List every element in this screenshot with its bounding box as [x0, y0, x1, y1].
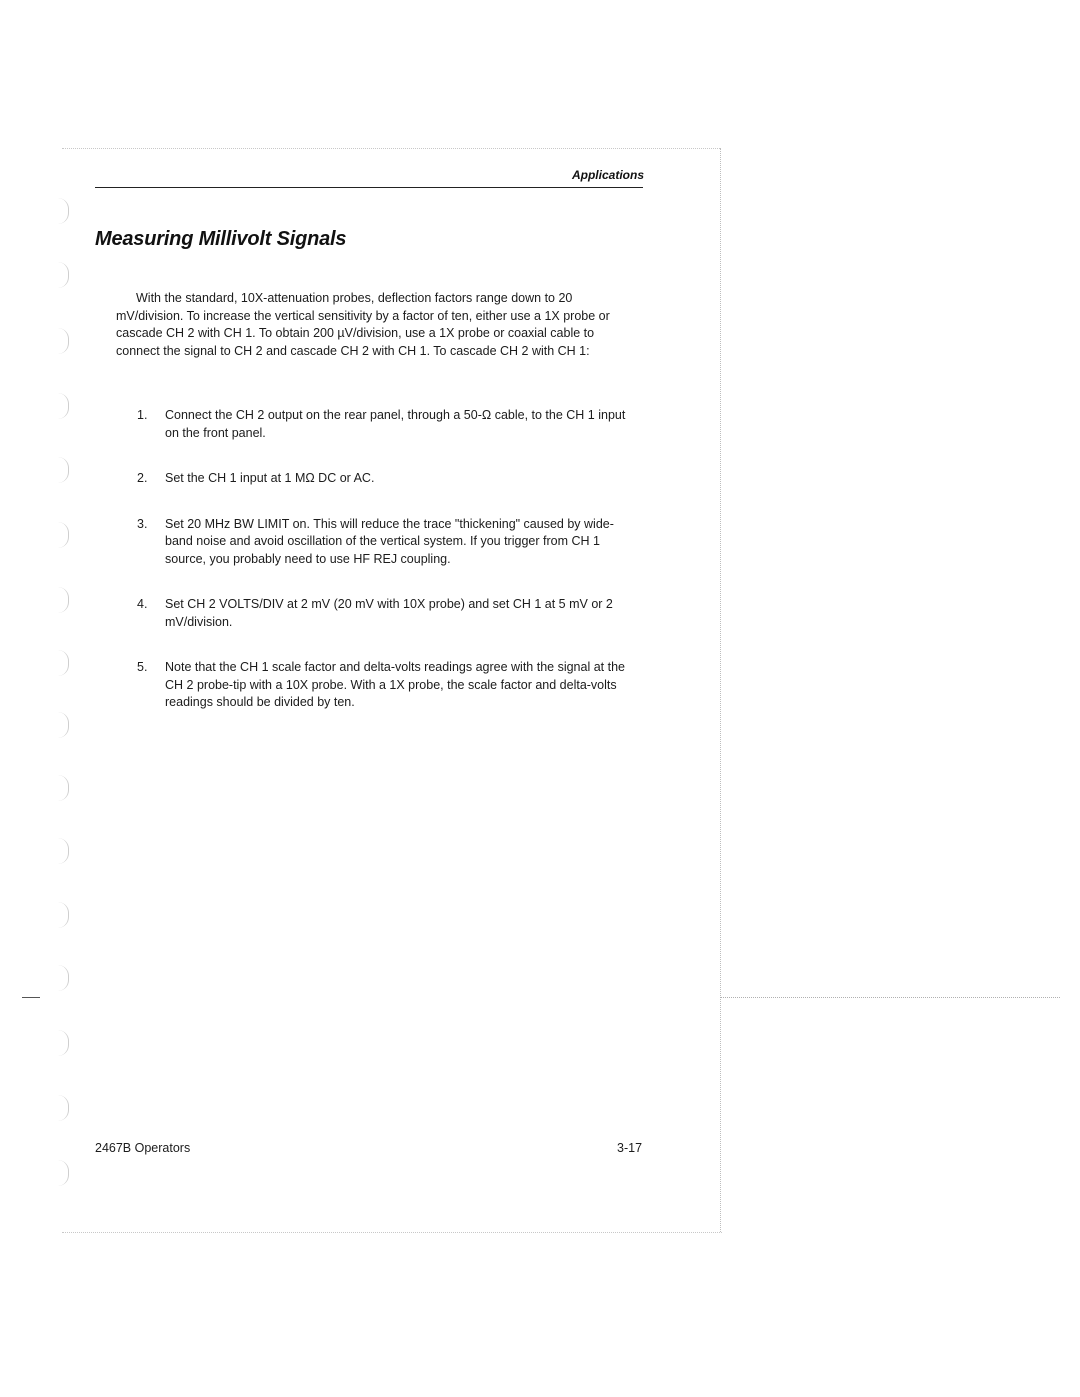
binder-hole [58, 650, 69, 676]
binder-hole [58, 262, 69, 288]
binder-hole [58, 775, 69, 801]
steps-list [137, 407, 637, 740]
binder-hole [58, 1095, 69, 1121]
manual-name: 2467B Operators [95, 1141, 191, 1155]
binder-hole [58, 328, 69, 354]
step-item [137, 407, 637, 442]
step-number: 5. [137, 660, 148, 674]
step-number: 3. [137, 516, 148, 531]
page-edge-bottom [62, 1232, 722, 1233]
step-text: Set 20 MHz BW LIMIT on. This will reduce the trace "thickening" caused by wide-band noise and avoid oscillation of the vertical system. If you trigger from CH 1 source, you probably need to use HF REJ coupling. [165, 516, 614, 566]
binder-hole [58, 838, 69, 864]
step-number: 4. [137, 597, 148, 611]
scan-line-left [22, 997, 40, 998]
page-number: 3-17 [617, 1141, 643, 1155]
binder-hole [58, 1160, 69, 1186]
binder-hole [58, 522, 69, 548]
binder-hole [58, 965, 69, 991]
binder-hole [58, 1030, 69, 1056]
step-number: 2. [137, 471, 148, 485]
section-label: Applications [571, 168, 644, 182]
page-edge-top [62, 148, 720, 149]
page-title: Measuring Millivolt Signals [95, 228, 347, 250]
binder-hole [58, 393, 69, 419]
step-text: Set CH 2 VOLTS/DIV at 2 mV (20 mV with 10X probe) and set CH 1 at 5 mV or 2 mV/division. [165, 597, 613, 629]
binder-hole [58, 587, 69, 613]
binder-hole [58, 712, 69, 738]
header-rule [95, 187, 643, 188]
step-item [137, 516, 637, 569]
binder-hole [58, 198, 69, 224]
step-text: Set the CH 1 input at 1 MΩ DC or AC. [165, 471, 375, 485]
step-item [137, 596, 637, 631]
step-number: 1. [137, 408, 148, 422]
step-text: Connect the CH 2 output on the rear panel, through a 50-Ω cable, to the CH 1 input on the front panel. [165, 408, 626, 440]
step-item [137, 659, 637, 712]
scan-line-right [720, 997, 1060, 998]
step-text: Note that the CH 1 scale factor and delta-volts readings agree with the signal at the CH 2 probe-tip with a 10X probe. With a 1X probe, the scale factor and delta-volts readings should be divided by ten. [165, 660, 625, 709]
step-item [137, 470, 637, 488]
binder-hole [58, 902, 69, 928]
binder-hole [58, 457, 69, 483]
intro-paragraph: With the standard, 10X-attenuation probes, deflection factors range down to 20 mV/division. To increase the vertical sensitivity by a factor of ten, either use a 1X probe or cascade CH 2 with CH 1. To obtain 200 µV/division, use a 1X probe or coaxial cable to connect the signal to CH 2 and cascade CH 2 with CH 1. To cascade CH 2 with CH 1: [116, 291, 610, 358]
page-edge-right [720, 148, 721, 1232]
